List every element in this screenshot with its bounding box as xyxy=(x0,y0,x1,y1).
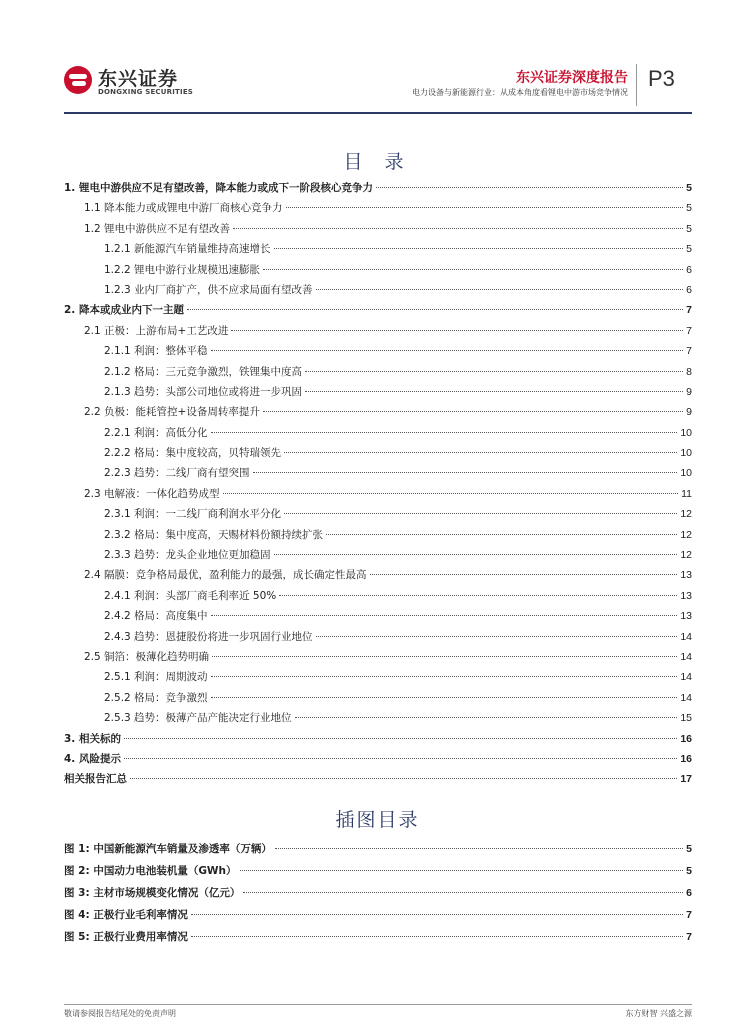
figure-toc-entry-label: 图 2: 中国动力电池装机量（GWh） xyxy=(64,865,237,877)
figure-toc-title: 插图目录 xyxy=(335,809,420,831)
toc-entry-page: 9 xyxy=(686,406,692,419)
dot-leader xyxy=(274,247,684,249)
dot-leader xyxy=(211,431,678,433)
toc-entry[interactable] xyxy=(64,667,692,687)
toc-entry-label: 3. 相关标的 xyxy=(64,732,121,745)
toc-entry[interactable] xyxy=(64,219,692,239)
toc-entry-page: 12 xyxy=(680,508,692,521)
toc-entry-page: 15 xyxy=(680,712,692,725)
toc-entry[interactable] xyxy=(64,178,692,198)
report-type: 东兴证券深度报告 xyxy=(516,70,628,86)
toc-entry-label: 1.2.3 业内厂商扩产，供不应求局面有望改善 xyxy=(104,283,313,296)
figure-toc-entry-label: 图 1: 中国新能源汽车销量及渗透率（万辆） xyxy=(64,843,272,855)
toc-entry[interactable] xyxy=(64,606,692,626)
figure-toc-entry-page: 6 xyxy=(686,887,692,899)
dot-leader xyxy=(243,891,683,893)
dot-leader xyxy=(305,370,683,372)
dot-leader xyxy=(284,512,677,514)
toc-entry-label: 1.1 降本能力或成锂电中游厂商核心竞争力 xyxy=(84,202,283,215)
toc-entry[interactable] xyxy=(64,749,692,769)
page-header xyxy=(0,0,755,118)
dot-leader xyxy=(124,757,677,759)
dot-leader xyxy=(233,227,683,229)
toc-entry[interactable] xyxy=(64,260,692,280)
toc-entry[interactable] xyxy=(64,565,692,585)
toc-entry[interactable] xyxy=(64,729,692,749)
figure-toc-entry-label: 图 4: 正极行业毛利率情况 xyxy=(64,909,188,921)
toc-entry-label: 2.5.3 趋势：极薄产品产能决定行业地位 xyxy=(104,712,292,725)
toc-entry[interactable] xyxy=(64,708,692,728)
dot-leader xyxy=(279,594,677,596)
dot-leader xyxy=(376,186,683,188)
toc-entry-page: 16 xyxy=(680,752,692,765)
toc-entry-page: 10 xyxy=(680,447,692,460)
toc-entry[interactable] xyxy=(64,382,692,402)
toc-entry-label: 2. 降本或成业内下一主题 xyxy=(64,304,184,317)
dot-leader xyxy=(316,635,678,637)
logo-mark-icon xyxy=(64,66,92,94)
toc-entry-label: 2.5.1 利润：周期波动 xyxy=(104,671,208,684)
dot-leader xyxy=(370,573,678,575)
figure-toc-entry-label: 图 5: 正极行业费用率情况 xyxy=(64,931,188,943)
figure-toc-entry-page: 7 xyxy=(686,909,692,921)
dot-leader xyxy=(326,533,677,535)
toc-entry-label: 2.1.2 格局：三元竞争激烈，铁锂集中度高 xyxy=(104,365,303,378)
toc-entry[interactable] xyxy=(64,402,692,422)
toc-entry-page: 10 xyxy=(680,426,692,439)
toc-entry[interactable] xyxy=(64,463,692,483)
toc-entry-label: 2.2.3 趋势：二线厂商有望突围 xyxy=(104,467,250,480)
dot-leader xyxy=(211,696,678,698)
toc-entry[interactable] xyxy=(64,443,692,463)
toc-entry-label: 2.2 负极：能耗管控+设备周转率提升 xyxy=(84,406,260,419)
toc-entry-label: 1. 锂电中游供应不足有望改善，降本能力或成下一阶段核心竞争力 xyxy=(64,182,373,194)
figure-toc-entry[interactable] xyxy=(64,882,692,904)
toc-entry[interactable] xyxy=(64,198,692,218)
toc-entry-page: 13 xyxy=(680,610,692,623)
toc-entry-label: 2.4.1 利润：头部厂商毛利率近 50% xyxy=(104,589,277,602)
figure-toc-entry-label: 图 3: 主材市场规模变化情况（亿元） xyxy=(64,887,241,899)
dot-leader xyxy=(263,268,683,270)
dot-leader xyxy=(240,869,684,871)
toc-entry[interactable] xyxy=(64,525,692,545)
toc-entry-label: 2.1.1 利润：整体平稳 xyxy=(104,345,208,358)
dot-leader xyxy=(211,349,684,351)
figure-toc-entry-page: 5 xyxy=(686,843,692,855)
toc-entry-page: 16 xyxy=(680,732,692,745)
toc-entry-label: 2.4 隔膜：竞争格局最优，盈利能力的最强，成长确定性最高 xyxy=(84,569,367,582)
dot-leader xyxy=(212,655,677,657)
toc-entry-label: 2.5 铜箔：极薄化趋势明确 xyxy=(84,650,210,663)
toc-entry-page: 12 xyxy=(680,528,692,541)
dot-leader xyxy=(284,451,677,453)
dot-leader xyxy=(191,913,683,915)
toc-entry[interactable] xyxy=(64,341,692,361)
toc-entry[interactable] xyxy=(64,423,692,443)
dot-leader xyxy=(211,614,678,616)
header-rule xyxy=(64,112,692,114)
toc-entry-label: 2.3 电解液：一体化趋势成型 xyxy=(84,487,220,500)
header-divider xyxy=(636,64,637,106)
toc-entry[interactable] xyxy=(64,688,692,708)
toc-entry[interactable] xyxy=(64,627,692,647)
logo-text-cn: 东兴证券 xyxy=(98,68,179,90)
figure-toc-entry[interactable] xyxy=(64,904,692,926)
toc-entry-page: 7 xyxy=(686,345,692,358)
toc-entry[interactable] xyxy=(64,321,692,341)
toc-entry-label: 1.2.2 锂电中游行业规模迅速膨胀 xyxy=(104,263,261,276)
figure-toc-list xyxy=(64,838,692,948)
toc-entry-page: 6 xyxy=(686,283,692,296)
figure-toc-entry[interactable] xyxy=(64,860,692,882)
toc-entry-label: 2.2.1 利润：高低分化 xyxy=(104,426,208,439)
toc-entry-page: 13 xyxy=(680,589,692,602)
toc-entry-page: 11 xyxy=(681,487,692,500)
dot-leader xyxy=(316,288,684,290)
toc-entry-label: 4. 风险提示 xyxy=(64,752,121,765)
toc-entry[interactable] xyxy=(64,647,692,667)
footer-rule xyxy=(64,1004,692,1005)
figure-toc-entry[interactable] xyxy=(64,838,692,860)
toc-entry[interactable] xyxy=(64,362,692,382)
dot-leader xyxy=(231,329,683,331)
toc-entry[interactable] xyxy=(64,504,692,524)
toc-entry-page: 9 xyxy=(686,385,692,398)
toc-entry-label: 2.3.2 格局：集中度高，天赐材料份额持续扩张 xyxy=(104,528,324,541)
toc-entry-page: 6 xyxy=(686,263,692,276)
toc-entry-label: 2.4.3 趋势：恩捷股份将进一步巩固行业地位 xyxy=(104,630,313,643)
toc-entry-label: 2.5.2 格局：竞争激烈 xyxy=(104,691,208,704)
dot-leader xyxy=(223,492,679,494)
footer-disclaimer: 敬请参阅报告结尾处的免责声明 xyxy=(64,1009,176,1018)
dot-leader xyxy=(263,410,683,412)
dot-leader xyxy=(187,308,683,310)
report-subtitle: 电力设备与新能源行业：从成本角度看锂电中游市场竞争情况 xyxy=(412,88,628,97)
toc-entry-page: 8 xyxy=(686,365,692,378)
toc-entry-label: 2.3.1 利润：一二线厂商利润水平分化 xyxy=(104,508,282,521)
logo-text-en: DONGXING SECURITIES xyxy=(98,88,194,96)
toc-entry-page: 10 xyxy=(680,467,692,480)
toc-entry-page: 12 xyxy=(680,549,692,562)
page-number: P3 xyxy=(648,66,675,91)
toc-entry[interactable] xyxy=(64,545,692,565)
toc-entry-page: 14 xyxy=(680,671,692,684)
dot-leader xyxy=(286,206,684,208)
toc-entry[interactable] xyxy=(64,586,692,606)
toc-entry-page: 14 xyxy=(680,650,692,663)
dot-leader xyxy=(253,471,678,473)
toc-entry[interactable] xyxy=(64,769,692,789)
toc-list xyxy=(64,178,692,790)
toc-entry-page: 5 xyxy=(686,222,692,235)
toc-entry-label: 2.2.2 格局：集中度较高，贝特瑞领先 xyxy=(104,447,282,460)
toc-entry-page: 5 xyxy=(686,182,692,194)
figure-toc-entry-page: 7 xyxy=(686,931,692,943)
dot-leader xyxy=(130,777,677,779)
footer-slogan: 东方财智 兴盛之源 xyxy=(625,1009,692,1018)
company-logo xyxy=(64,64,194,104)
toc-entry-page: 14 xyxy=(680,691,692,704)
toc-entry[interactable] xyxy=(64,280,692,300)
toc-entry[interactable] xyxy=(64,484,692,504)
dot-leader xyxy=(295,716,678,718)
toc-entry-page: 17 xyxy=(680,773,692,786)
toc-entry-page: 7 xyxy=(686,324,692,337)
toc-entry-label: 2.1.3 趋势：头部公司地位或将进一步巩固 xyxy=(104,385,303,398)
toc-entry-page: 5 xyxy=(686,243,692,256)
toc-entry-label: 1.2.1 新能源汽车销量维持高速增长 xyxy=(104,243,271,256)
toc-entry[interactable] xyxy=(64,300,692,320)
dot-leader xyxy=(305,390,683,392)
toc-entry-page: 7 xyxy=(686,304,692,317)
toc-entry-page: 14 xyxy=(680,630,692,643)
dot-leader xyxy=(274,553,678,555)
toc-entry-label: 2.1 正极：上游布局+工艺改进 xyxy=(84,324,229,337)
toc-entry-label: 2.4.2 格局：高度集中 xyxy=(104,610,208,623)
dot-leader xyxy=(275,847,683,849)
dot-leader xyxy=(124,737,677,739)
toc-entry-label: 相关报告汇总 xyxy=(64,773,127,786)
figure-toc-entry[interactable] xyxy=(64,926,692,948)
toc-entry-label: 1.2 锂电中游供应不足有望改善 xyxy=(84,222,231,235)
toc-entry-label: 2.3.3 趋势：龙头企业地位更加稳固 xyxy=(104,549,271,562)
toc-title: 目 录 xyxy=(343,151,412,173)
figure-toc-entry-page: 5 xyxy=(686,865,692,877)
dot-leader xyxy=(191,935,683,937)
toc-entry[interactable] xyxy=(64,239,692,259)
toc-entry-page: 5 xyxy=(686,202,692,215)
dot-leader xyxy=(211,675,678,677)
toc-entry-page: 13 xyxy=(680,569,692,582)
